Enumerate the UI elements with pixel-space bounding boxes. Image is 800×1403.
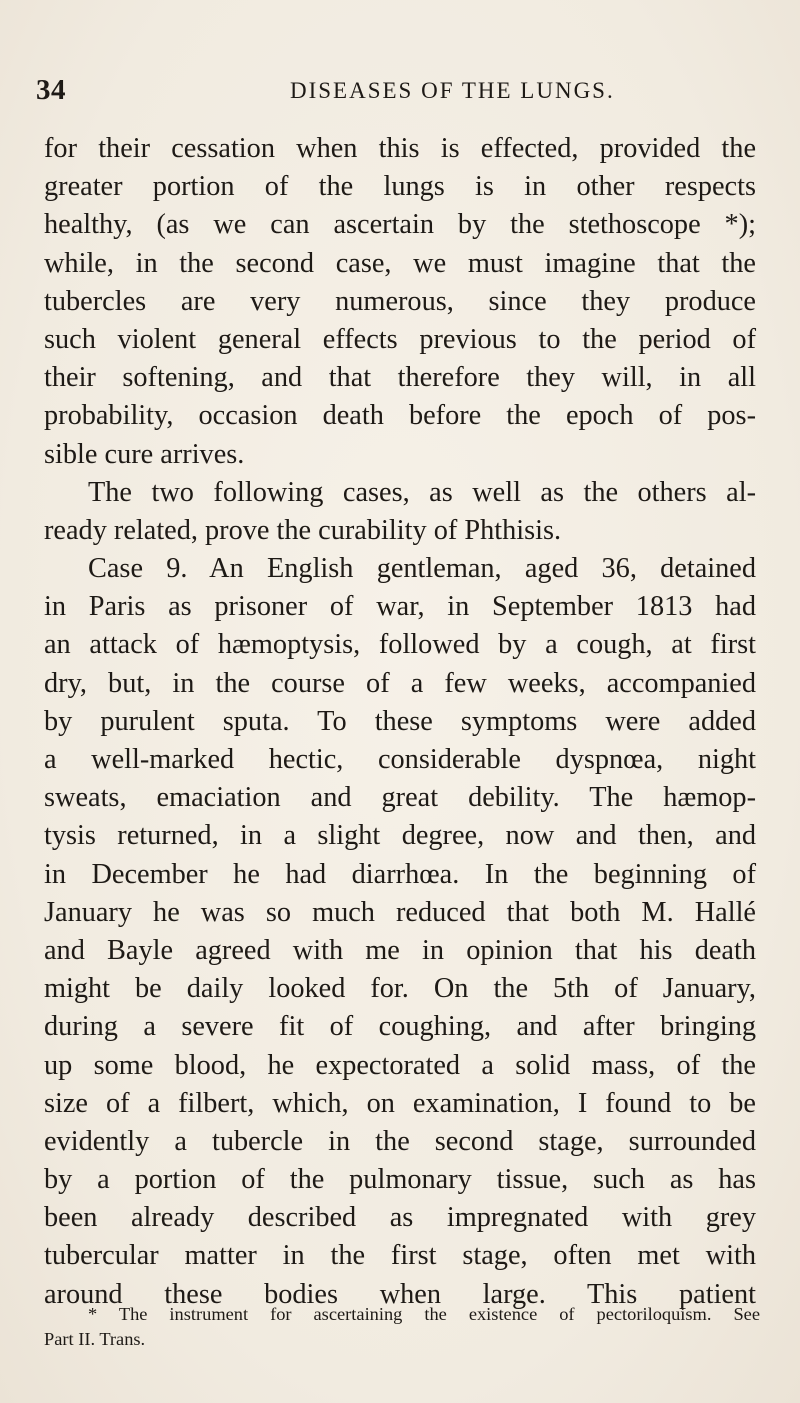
text-line: ready related, prove the curability of Phthisis. bbox=[44, 514, 562, 546]
body-text bbox=[44, 130, 756, 1314]
page-number: 34 bbox=[36, 74, 66, 106]
text-line: greater portion of the lungs is in other respects bbox=[44, 171, 756, 203]
text-line: in December he had diarrhœa. In the beginning of bbox=[44, 858, 756, 890]
text-line: tubercles are very numerous, since they produce bbox=[44, 285, 756, 317]
text-line: been already described as impregnated with grey bbox=[44, 1202, 756, 1234]
text-line: healthy, (as we can ascertain by the stethoscope *); bbox=[44, 209, 756, 241]
text-line: tubercular matter in the first stage, often met with bbox=[44, 1240, 756, 1272]
text-line: a well-marked hectic, considerable dyspnœa, night bbox=[44, 744, 756, 775]
text-line: an attack of hæmoptysis, followed by a cough, at first bbox=[44, 629, 756, 661]
text-line: while, in the second case, we must imagine that the bbox=[44, 247, 756, 279]
text-line: in Paris as prisoner of war, in September 1813 had bbox=[44, 591, 756, 623]
text-line: such violent general effects previous to the period of bbox=[44, 323, 756, 355]
text-line: Case 9. An English gentleman, aged 36, detained bbox=[88, 553, 756, 585]
text-line: might be daily looked for. On the 5th of January, bbox=[44, 973, 756, 1005]
text-line: January he was so much reduced that both M. Hallé bbox=[44, 896, 756, 928]
footnote-line: * The instrument for ascertaining the existence of pectoriloquism. See bbox=[88, 1304, 760, 1324]
footnote-line: Part II. Trans. bbox=[44, 1329, 146, 1349]
text-line: tysis returned, in a slight degree, now and then, and bbox=[44, 820, 756, 852]
text-line: evidently a tubercle in the second stage, surrounded bbox=[44, 1125, 756, 1157]
footnote bbox=[44, 1302, 760, 1352]
text-line: during a severe fit of coughing, and after bringing bbox=[44, 1011, 756, 1043]
text-line: dry, but, in the course of a few weeks, accompanied bbox=[44, 667, 756, 699]
text-line: their softening, and that therefore they will, in all bbox=[44, 362, 756, 394]
text-line: around these bodies when large. This patient bbox=[44, 1278, 756, 1310]
running-title: DISEASES OF THE LUNGS. bbox=[290, 78, 615, 103]
text-line: up some blood, he expectorated a solid mass, of the bbox=[44, 1049, 756, 1081]
text-line: sible cure arrives. bbox=[44, 438, 245, 470]
text-line: by a portion of the pulmonary tissue, such as has bbox=[44, 1164, 756, 1196]
text-line: size of a filbert, which, on examination, I found to be bbox=[44, 1087, 756, 1119]
text-line: and Bayle agreed with me in opinion that his death bbox=[44, 934, 756, 966]
text-line: The two following cases, as well as the others al- bbox=[88, 476, 756, 508]
text-line: for their cessation when this is effected, provided the bbox=[44, 133, 756, 164]
text-line: probability, occasion death before the epoch of pos- bbox=[44, 400, 756, 432]
text-line: sweats, emaciation and great debility. The hæmop- bbox=[44, 782, 756, 814]
running-head bbox=[0, 74, 800, 114]
text-line: by purulent sputa. To these symptoms were added bbox=[44, 705, 756, 737]
